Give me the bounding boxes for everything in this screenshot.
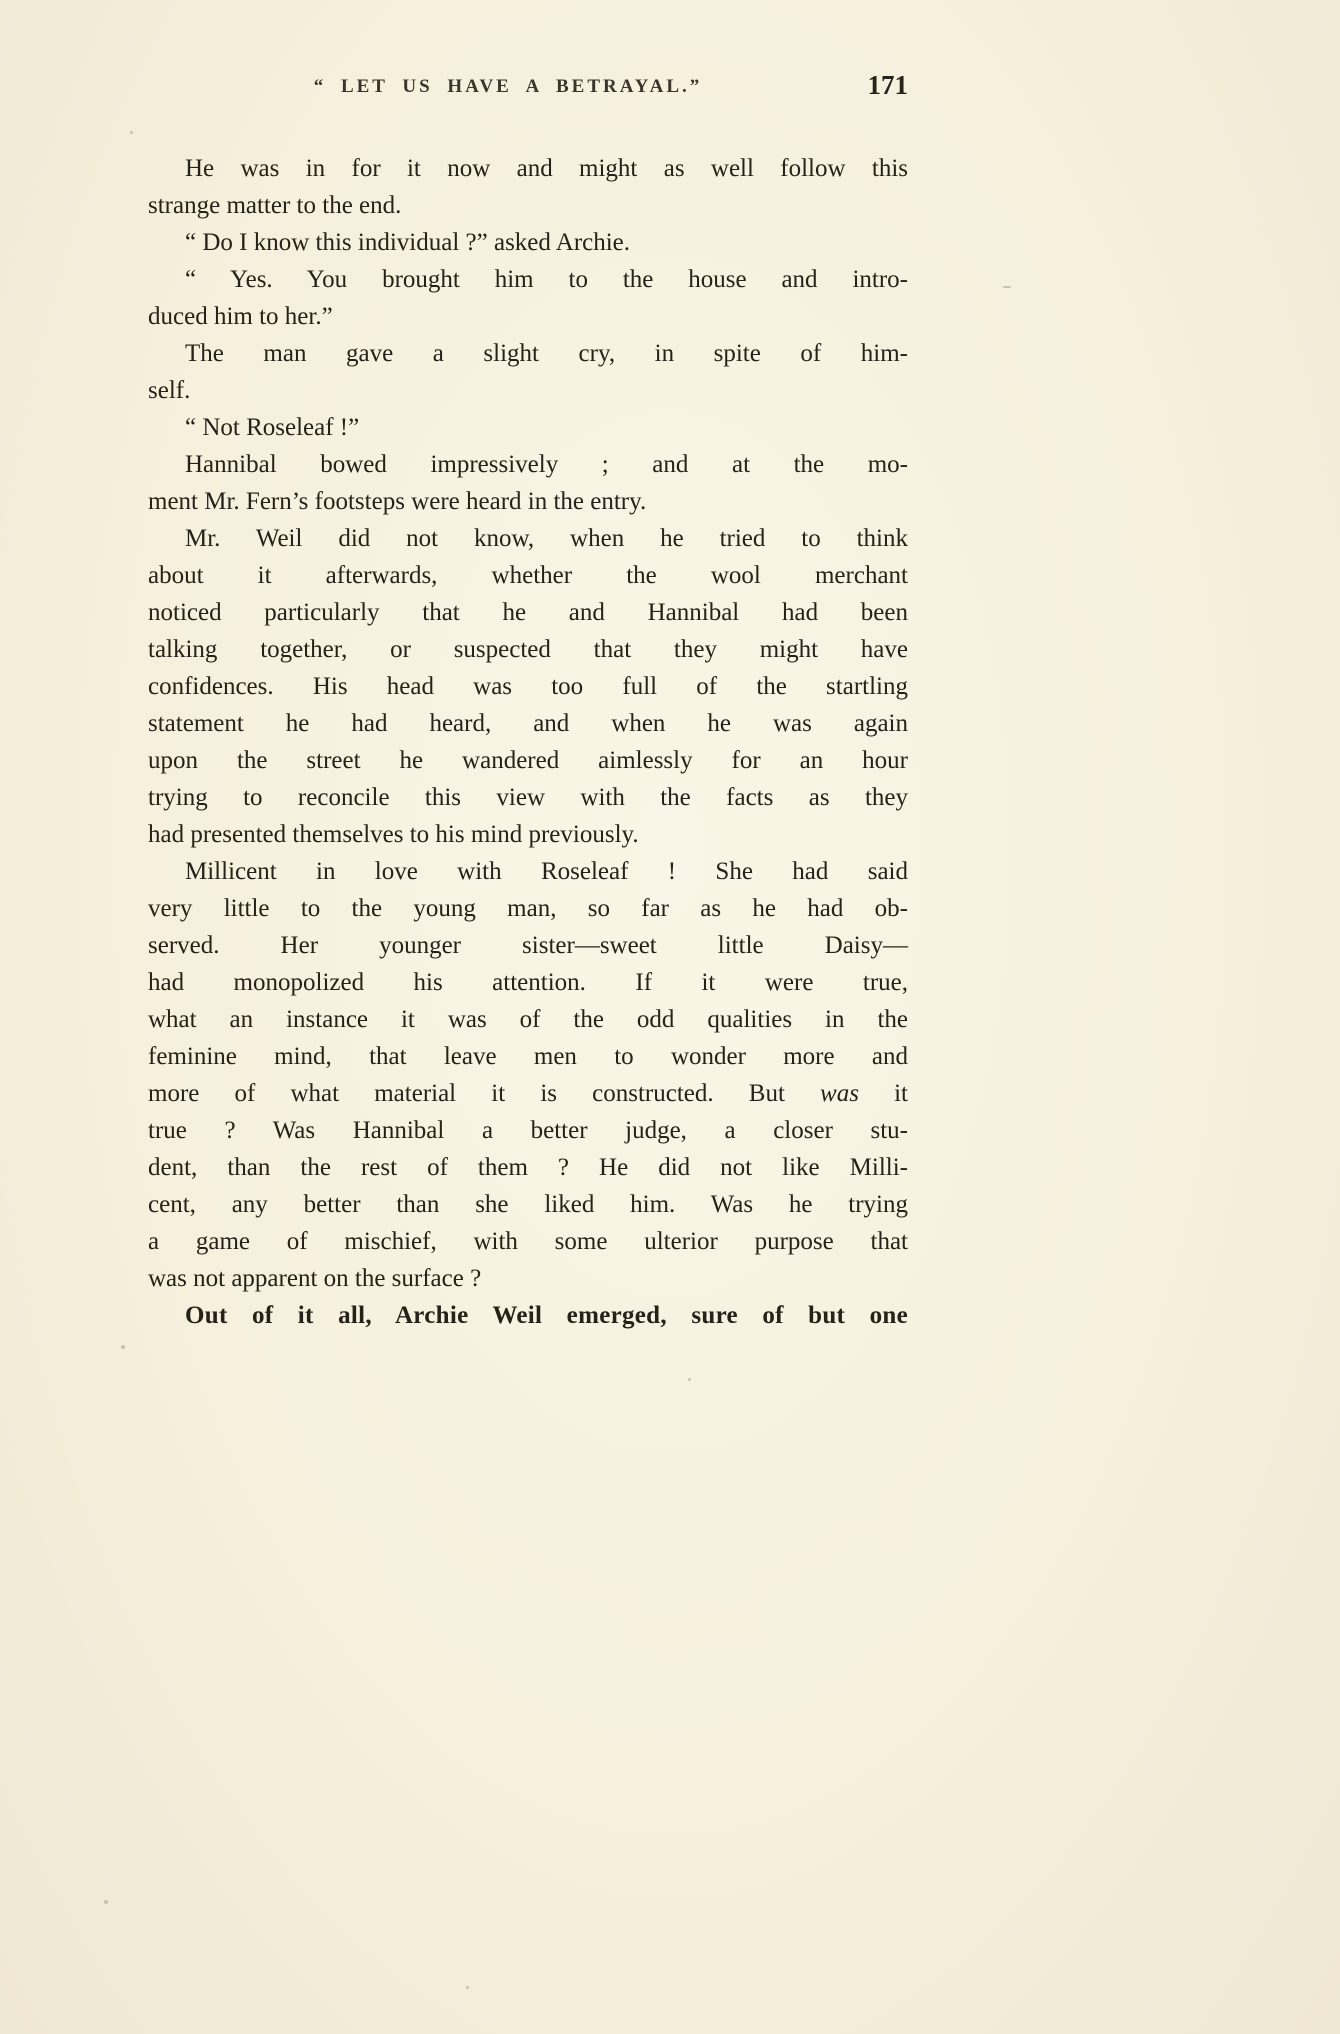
- text-line: statement he had heard, and when he was again: [148, 710, 908, 737]
- paragraph: [148, 224, 908, 261]
- text-line: cent, any better than she liked him. Was he trying: [148, 1191, 908, 1218]
- scan-speck: [688, 1378, 691, 1381]
- paragraph: [148, 446, 908, 520]
- paragraph: [148, 409, 908, 446]
- text-line: Hannibal bowed impressively ; and at the mo-: [185, 451, 908, 478]
- text-line: Millicent in love with Roseleaf ! She had said: [185, 858, 908, 885]
- text-line: had monopolized his attention. If it were true,: [148, 969, 908, 996]
- page-number: 171: [867, 70, 908, 100]
- body-text: [148, 150, 908, 1334]
- text-line: Mr. Weil did not know, when he tried to think: [185, 525, 908, 552]
- text-line: duced him to her.”: [148, 303, 333, 330]
- paragraph: [148, 335, 908, 409]
- paragraph: [148, 261, 908, 335]
- text-line: feminine mind, that leave men to wonder more and: [148, 1043, 908, 1070]
- text-line: upon the street he wandered aimlessly for an hour: [148, 747, 908, 774]
- text-line: a game of mischief, with some ulterior purpose that: [148, 1228, 908, 1255]
- text-line: had presented themselves to his mind previously.: [148, 821, 639, 848]
- text-line: talking together, or suspected that they might have: [148, 636, 908, 663]
- paragraph: [148, 520, 908, 853]
- text-line: Out of it all, Archie Weil emerged, sure of but one: [185, 1302, 908, 1329]
- running-header: “ LET US HAVE A BETRAYAL.”: [313, 76, 703, 97]
- paragraph: [148, 1297, 908, 1334]
- scan-speck: [104, 1900, 108, 1904]
- text-line: what an instance it was of the odd qualities in the: [148, 1006, 908, 1033]
- text-line: was not apparent on the surface ?: [148, 1265, 482, 1292]
- text-line: He was in for it now and might as well follow this: [185, 155, 908, 182]
- text-line: strange matter to the end.: [148, 192, 402, 219]
- text-line: “ Yes. You brought him to the house and intro-: [185, 266, 908, 293]
- text-line: true ? Was Hannibal a better judge, a closer stu-: [148, 1117, 908, 1144]
- paragraph: [148, 150, 908, 224]
- text-line: more of what material it is constructed. But was it: [148, 1080, 908, 1107]
- text-line: ment Mr. Fern’s footsteps were heard in the entry.: [148, 488, 647, 515]
- page-header: [148, 70, 908, 110]
- scan-speck: [466, 1986, 469, 1989]
- paragraph: [148, 853, 908, 1297]
- text-line: confidences. His head was too full of the startling: [148, 673, 908, 700]
- text-line: “ Not Roseleaf !”: [185, 414, 360, 441]
- text-line: served. Her younger sister—sweet little Daisy—: [148, 932, 908, 959]
- text-line: The man gave a slight cry, in spite of him-: [185, 340, 908, 367]
- text-line: trying to reconcile this view with the facts as they: [148, 784, 908, 811]
- text-line: about it afterwards, whether the wool merchant: [148, 562, 908, 589]
- text-line: very little to the young man, so far as he had ob-: [148, 895, 908, 922]
- text-line: self.: [148, 377, 191, 404]
- text-line: “ Do I know this individual ?” asked Archie.: [185, 229, 631, 256]
- scan-speck: [1003, 286, 1011, 288]
- text-line: noticed particularly that he and Hannibal had been: [148, 599, 908, 626]
- text-line: dent, than the rest of them ? He did not like Milli-: [148, 1154, 908, 1181]
- scan-speck: [130, 131, 133, 134]
- scan-speck: [121, 1345, 125, 1349]
